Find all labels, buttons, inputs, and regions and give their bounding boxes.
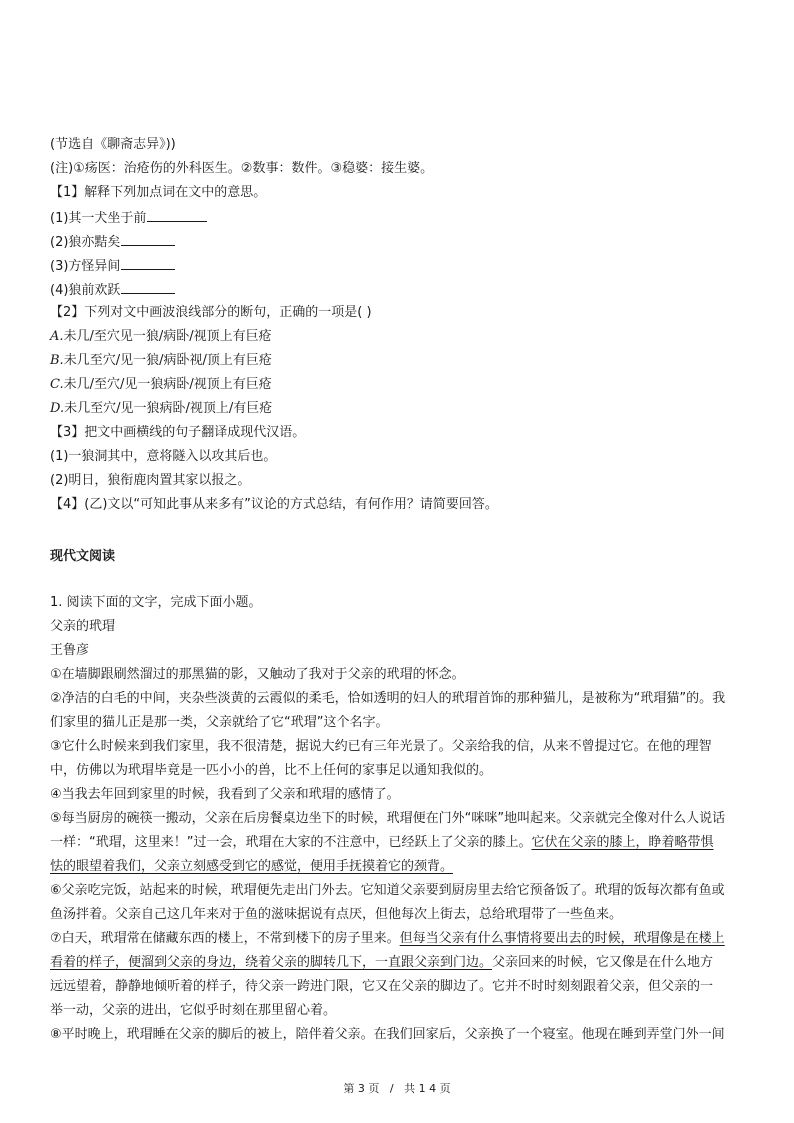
question-3-item-2: (2)明日，狼衔鹿肉置其家以报之。	[50, 473, 251, 488]
answer-blank[interactable]	[121, 256, 175, 270]
item-text: (4)狼前欢跃	[50, 283, 121, 298]
option-b[interactable]	[50, 352, 272, 370]
answer-blank[interactable]	[121, 232, 175, 246]
plain-text: 父亲回来的时候，它又像是在什么地方	[492, 955, 714, 970]
underlined-sentence: 怯的眼望着我们，父亲立刻感受到它的感觉，便用手抚摸着它的颈背。	[50, 859, 454, 874]
question-3-prompt: 【3】把文中画横线的句子翻译成现代汉语。	[50, 425, 306, 440]
paragraph-8-line-1: ⑧平时晚上，玳瑁睡在父亲的脚后的被上，陪伴着父亲。在我们回家后，父亲换了一个寝室。他现在睡到弄堂门外一间	[50, 1027, 725, 1042]
paragraph-5-line-2	[50, 834, 714, 852]
paragraph-6-line-1: ⑥父亲吃完饭，站起来的时候，玳瑁便先走出门外去。它知道父亲要到厨房里去给它预备饭了。玳瑁的饭每次都有鱼或	[50, 883, 725, 898]
page-separator: /	[389, 1082, 394, 1095]
paragraph-7-line-3: 远远望着，静静地倾听着的样子，待父亲一跨进门限，它又在父亲的脚边了。它并不时时刻刻跟着父亲，但父亲的一	[50, 979, 714, 994]
paragraph-5-line-1: ⑤每当厨房的碗筷一搬动，父亲在后房餐桌边坐下的时候，玳瑁便在门外“咪咪”地叫起来。父亲就完全像对什么人说话	[50, 811, 726, 826]
option-text: 未几/至穴见一狼/病卧/视顶上有巨疮	[63, 329, 272, 344]
option-letter: C.	[50, 377, 64, 392]
question-4-prompt: 【4】(乙)文以“可知此事从来多有”议论的方式总结，有何作用？请简要回答。	[50, 497, 498, 512]
option-text: 未几/至穴/见一狼病卧/视顶上有巨疮	[63, 377, 272, 392]
option-letter: A.	[50, 329, 64, 344]
item-text: (2)狼亦黠矣	[50, 235, 121, 250]
option-d[interactable]	[50, 400, 272, 418]
item-text: (3)方怪异间	[50, 259, 121, 274]
question-1-item-1	[50, 208, 207, 226]
plain-text: 一样：“玳瑁，这里来！”过一会，玳瑁在大家的不注意中，已经跃上了父亲的膝上。	[50, 835, 532, 850]
question-1-item-3	[50, 256, 175, 274]
source-note: (节选自《聊斋志异》))	[50, 137, 176, 152]
option-letter: D.	[50, 401, 65, 416]
annotation-note: (注)①疡医：治疮伤的外科医生。②数事：数件。③稳婆：接生婆。	[50, 161, 434, 176]
article-author: 王鲁彦	[50, 643, 90, 658]
question-1-prompt: 【1】解释下列加点词在文中的意思。	[50, 185, 267, 200]
question-1-item-2	[50, 232, 175, 250]
modern-question-prompt: 1. 阅读下面的文字，完成下面小题。	[50, 595, 262, 610]
option-text: 未几至穴/见一狼病卧/视顶上/有巨疮	[64, 401, 273, 416]
answer-blank[interactable]	[147, 208, 207, 222]
paragraph-7-line-1	[50, 930, 725, 948]
underlined-sentence: 它伏在父亲的膝上，睁着略带惧	[531, 835, 714, 850]
section-title: 现代文阅读	[50, 549, 116, 564]
paragraph-7-line-2	[50, 954, 713, 972]
underlined-sentence: 但每当父亲有什么事情将要出去的时候，玳瑁像是在楼上	[399, 931, 725, 946]
paragraph-7-line-4: 举一动，父亲的进出，它似乎时刻在那里留心着。	[50, 1003, 337, 1018]
article-title: 父亲的玳瑁	[50, 619, 116, 634]
question-1-item-4	[50, 280, 175, 298]
paragraph-2-line-1: ②净洁的白毛的中间，夹杂些淡黄的云霞似的柔毛，恰如透明的妇人的玳瑁首饰的那种猫儿，是被称为“玳瑁猫”的。我	[50, 691, 726, 706]
paragraph-4: ④当我去年回到家里的时候，我看到了父亲和玳瑁的感情了。	[50, 787, 400, 802]
answer-blank[interactable]	[121, 280, 175, 294]
paragraph-2-line-2: 们家里的猫儿正是那一类，父亲就给了它“玳瑁”这个名字。	[50, 715, 389, 730]
item-text: (1)其一犬坐于前	[50, 211, 147, 226]
page-number: 第 3 页	[343, 1082, 380, 1095]
option-letter: B.	[50, 353, 64, 368]
option-c[interactable]	[50, 376, 272, 394]
page-footer	[0, 1082, 794, 1096]
paragraph-3-line-2: 中，仿佛以为玳瑁毕竟是一匹小小的兽，比不上任何的家事足以通知我似的。	[50, 763, 493, 778]
paragraph-3-line-1: ③它什么时候来到我们家里，我不很清楚，据说大约已有三年光景了。父亲给我的信，从来不曾提过它。在他的理智	[50, 739, 712, 754]
question-2-prompt: 【2】下列对文中画波浪线部分的断句，正确的一项是( )	[50, 305, 372, 320]
paragraph-5-line-3	[50, 858, 453, 876]
option-text: 未几至穴/见一狼/病卧视/顶上有巨疮	[63, 353, 272, 368]
paragraph-1: ①在墙脚跟刷然溜过的那黑猫的影，又触动了我对于父亲的玳瑁的怀念。	[50, 667, 465, 682]
underlined-sentence: 看着的样子，便溜到父亲的身边，绕着父亲的脚转几下，一直跟父亲到门边。	[50, 955, 493, 970]
paragraph-6-line-2: 鱼汤拌着。父亲自己这几年来对于鱼的滋味据说有点厌，但他每次上街去，总给玳瑁带了一些鱼来。	[50, 907, 623, 922]
option-a[interactable]	[50, 328, 272, 346]
question-3-item-1: (1)一狼洞其中，意将隧入以攻其后也。	[50, 449, 277, 464]
plain-text: ⑦白天，玳瑁常在储藏东西的楼上，不常到楼下的房子里来。	[50, 931, 400, 946]
page-total: 共 1 4 页	[404, 1082, 451, 1095]
